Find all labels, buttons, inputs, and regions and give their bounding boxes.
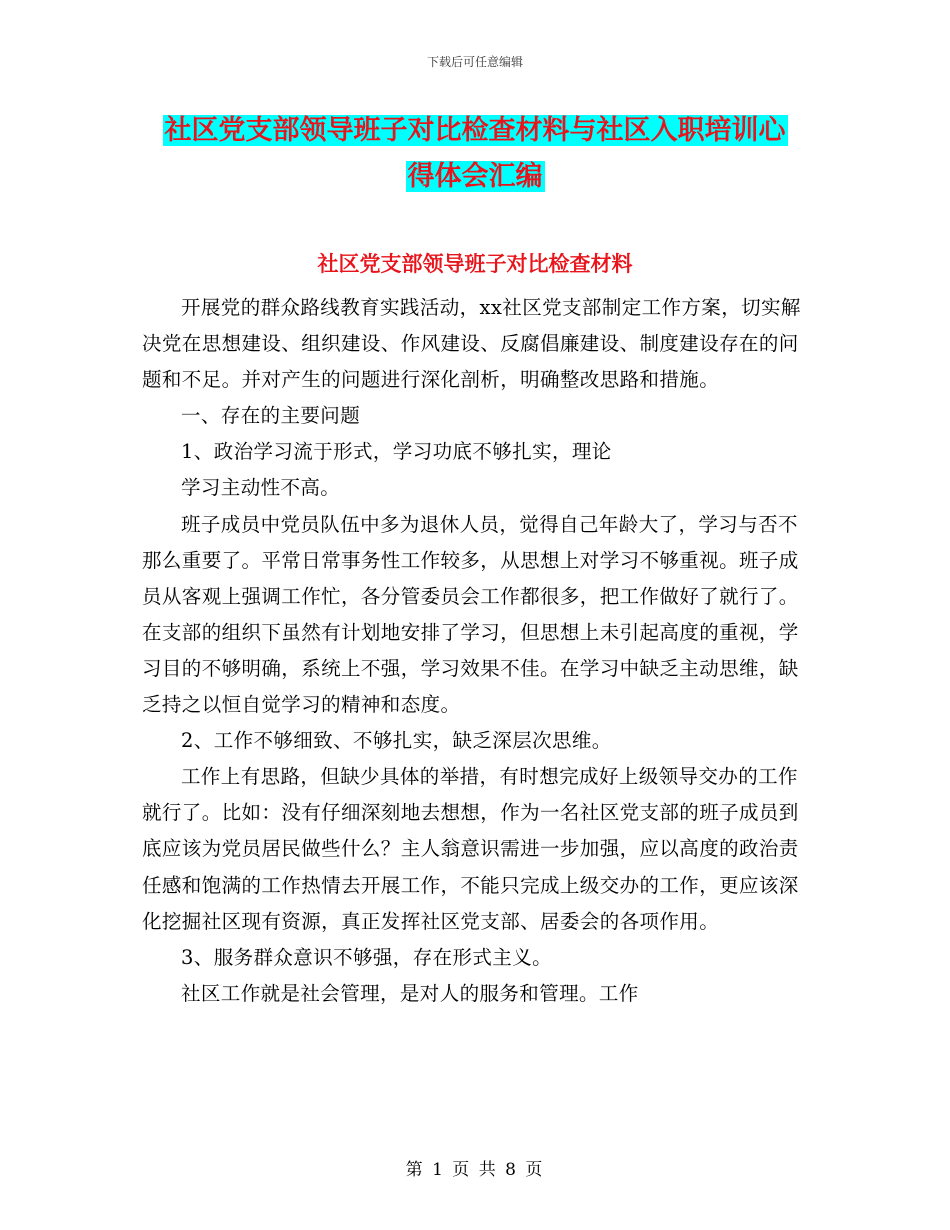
paragraph-intro: 开展党的群众路线教育实践活动，xx社区党支部制定工作方案，切实解决党在思想建设、组织建设、作风建设、反腐倡廉建设、制度建设存在的问题和不足。并对产生的问题进行深化剖析，明确整改思路和措施。 <box>142 296 801 392</box>
item-2-heading: 2、工作不够细致、不够扎实，缺乏深层次思维。 <box>181 729 612 753</box>
document-body <box>142 290 812 1012</box>
item-3-heading: 3、服务群众意识不够强，存在形式主义。 <box>181 945 553 969</box>
item-1-heading: 1、政治学习流于形式，学习功底不够扎实，理论 <box>181 440 612 464</box>
document-title-line-2: 得体会汇编 <box>407 161 543 192</box>
item-1-heading-continued: 学习主动性不高。 <box>181 476 341 500</box>
page-footer: 第 1 页 共 8 页 <box>405 1160 545 1180</box>
paragraph-item-2: 工作上有思路，但缺少具体的举措，有时想完成好上级领导交办的工作就行了。比如：没有仔细深刻地去想想，作为一名社区党支部的班子成员到底应该为党员居民做些什么？主人翁意识需进一步加强，应以高度的政治责任感和饱满的工作热情去开展工作，不能只完成上级交办的工作，更应该深化挖掘社区现有资源，真正发挥社区党支部、居委会的各项作用。 <box>142 765 799 933</box>
paragraph-item-3: 社区工作就是社会管理，是对人的服务和管理。工作 <box>181 981 639 1005</box>
document-title-line-1: 社区党支部领导班子对比检查材料与社区入职培训心 <box>164 115 786 146</box>
section-title: 社区党支部领导班子对比检查材料 <box>317 252 633 276</box>
document-title <box>140 108 810 200</box>
heading-main-problems: 一、存在的主要问题 <box>181 404 361 428</box>
paragraph-item-1: 班子成员中党员队伍中多为退休人员，觉得自己年龄大了，学习与否不那么重要了。平常日常事务性工作较多，从思想上对学习不够重视。班子成员从客观上强调工作忙，各分管委员会工作都很多，把工作做好了就行了。在支部的组织下虽然有计划地安排了学习，但思想上未引起高度的重视，学习目的不够明确，系统上不强，学习效果不佳。在学习中缺乏主动思维，缺乏持之以恒自觉学习的精神和态度。 <box>142 512 799 717</box>
header-note: 下载后可任意编辑 <box>426 55 523 69</box>
